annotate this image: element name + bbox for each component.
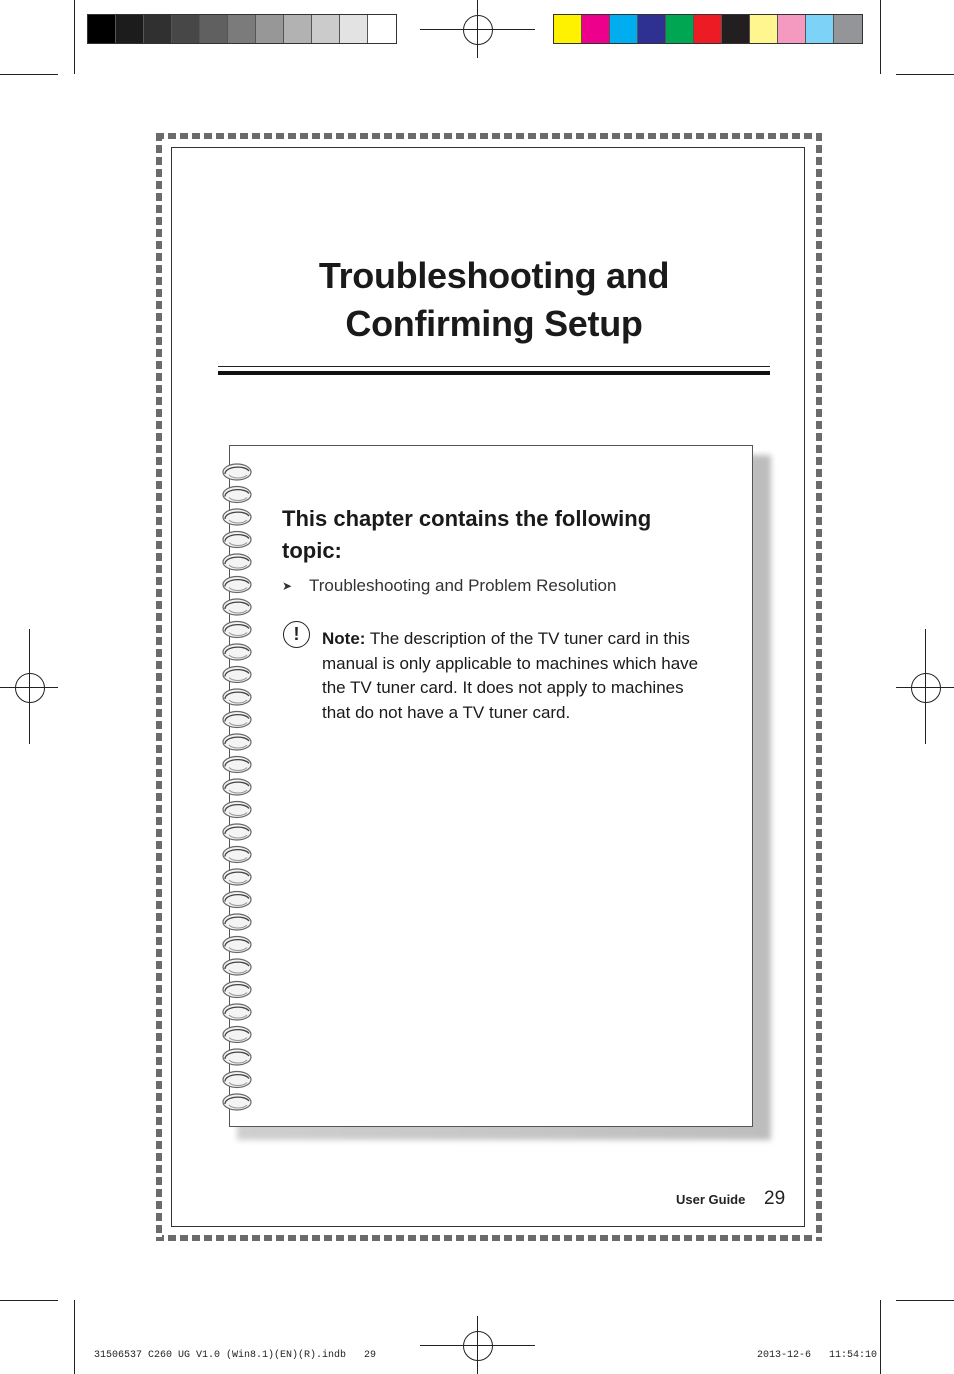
spiral-ring xyxy=(223,847,251,863)
topic-list-item xyxy=(282,575,616,597)
spiral-ring xyxy=(223,869,251,885)
grayscale-swatch xyxy=(228,15,256,43)
spiral-ring xyxy=(223,622,251,638)
grayscale-swatch xyxy=(312,15,340,43)
spiral-ring xyxy=(223,734,251,750)
spiral-ring xyxy=(223,824,251,840)
spiral-ring xyxy=(223,779,251,795)
color-swatch xyxy=(694,15,722,43)
spiral-ring xyxy=(223,667,251,683)
grayscale-swatch xyxy=(116,15,144,43)
color-swatch xyxy=(722,15,750,43)
chapter-title-line-1: Troubleshooting and xyxy=(318,255,670,296)
spiral-ring xyxy=(223,464,251,480)
color-swatch xyxy=(610,15,638,43)
topic-item-label: Troubleshooting and Problem Resolution xyxy=(309,576,617,595)
footer-label: User Guide xyxy=(676,1192,746,1207)
grayscale-swatch xyxy=(340,15,368,43)
spiral-ring xyxy=(223,937,251,953)
note-label: Note: xyxy=(322,629,366,648)
spiral-ring xyxy=(223,1072,251,1088)
color-swatch xyxy=(554,15,582,43)
color-swatch xyxy=(582,15,610,43)
grayscale-calibration-bar xyxy=(87,14,397,44)
spiral-ring xyxy=(223,802,251,818)
spiral-ring xyxy=(223,892,251,908)
color-swatch xyxy=(750,15,778,43)
note-text xyxy=(322,627,714,726)
spiral-ring xyxy=(223,577,251,593)
exclamation-circle-icon: ! xyxy=(283,621,310,648)
spiral-ring xyxy=(223,487,251,503)
spiral-ring xyxy=(223,644,251,660)
grayscale-swatch xyxy=(88,15,116,43)
print-slug-file: 31506537 C260 UG V1.0 (Win8.1)(EN)(R).indb 29 xyxy=(94,1350,377,1361)
spiral-ring xyxy=(223,532,251,548)
grayscale-swatch xyxy=(368,15,396,43)
grayscale-swatch xyxy=(284,15,312,43)
spiral-binding-icon xyxy=(219,462,255,1114)
color-swatch xyxy=(778,15,806,43)
chapter-title xyxy=(218,252,770,348)
spiral-ring xyxy=(223,959,251,975)
grayscale-swatch xyxy=(144,15,172,43)
spiral-ring xyxy=(223,599,251,615)
note-body: The description of the TV tuner card in this manual is only applicable to machines which have the TV tuner card. It does not apply to machines that do not have a TV tuner card. xyxy=(322,629,699,723)
topics-heading: This chapter contains the following topic: xyxy=(282,506,652,563)
spiral-ring xyxy=(223,509,251,525)
chapter-title-line-2: Confirming Setup xyxy=(345,303,643,344)
spiral-ring xyxy=(223,1004,251,1020)
spiral-ring xyxy=(223,757,251,773)
grayscale-swatch xyxy=(200,15,228,43)
print-slug-timestamp: 2013-12-6 11:54:10 xyxy=(757,1350,878,1361)
spiral-ring xyxy=(223,712,251,728)
color-swatch xyxy=(666,15,694,43)
spiral-ring xyxy=(223,914,251,930)
spiral-ring xyxy=(223,554,251,570)
color-calibration-bar xyxy=(553,14,863,44)
color-swatch xyxy=(806,15,834,43)
spiral-ring xyxy=(223,689,251,705)
spiral-ring xyxy=(223,1049,251,1065)
grayscale-swatch xyxy=(256,15,284,43)
spiral-ring xyxy=(223,1027,251,1043)
page-number: 29 xyxy=(764,1188,786,1209)
spiral-ring xyxy=(223,982,251,998)
arrowhead-bullet-icon: ➤ xyxy=(282,579,293,593)
title-rule-thick xyxy=(218,371,770,375)
spiral-ring xyxy=(223,1094,251,1110)
color-swatch xyxy=(834,15,862,43)
color-swatch xyxy=(638,15,666,43)
grayscale-swatch xyxy=(172,15,200,43)
title-rule-thin xyxy=(218,366,770,367)
